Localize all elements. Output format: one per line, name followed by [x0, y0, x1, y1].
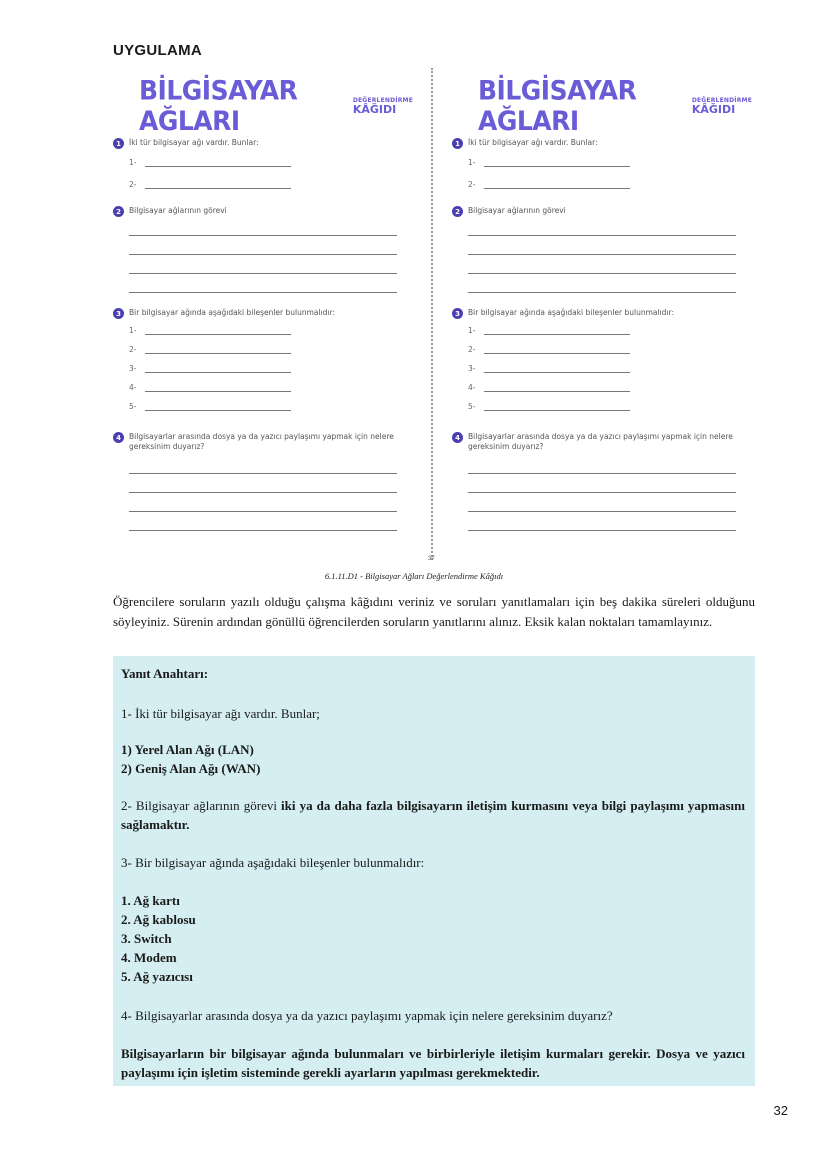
worksheet-tag-top: DEĞERLENDİRME [691, 96, 752, 104]
figure-caption: 6.1.11.D1 - Bilgisayar Ağları Değerlendirme Kâğıdı [324, 571, 504, 581]
answer-line [468, 345, 630, 354]
answer-line-label: 3- [129, 364, 137, 373]
answer-item: 2. Ağ kablosu [121, 912, 196, 927]
answer-line-label: 4- [129, 383, 137, 392]
question-number-badge: 3 [452, 308, 463, 319]
writing-line [129, 511, 397, 512]
answer-question-4-answer: Bilgisayarların bir bilgisayar ağında bulunmaları ve birbirleriyle iletişim kurmaları gerekir. Dosya ve yazıcı paylaşımı için işletim sisteminde gerekli ayarların yapılması gerekmektedir. [121, 1046, 745, 1080]
answer-line-label: 1- [468, 158, 476, 167]
worksheet-left [113, 75, 413, 552]
answer-question-4: 4- Bilgisayarlar arasında dosya ya da yazıcı paylaşımı yapmak için nelere gereksinim duyarız? [121, 1008, 613, 1023]
answer-line-label: 1- [129, 326, 137, 335]
question-4 [113, 432, 403, 452]
worksheet-right [452, 75, 752, 552]
answer-line [129, 402, 291, 411]
question-text: Bilgisayar ağlarının görevi [468, 206, 566, 215]
question-text: Bilgisayarlar arasında dosya ya da yazıcı paylaşımı yapmak için nelere gereksinim duyarız? [129, 432, 394, 451]
question-3 [113, 308, 335, 319]
writing-line [129, 235, 397, 236]
worksheet-tag [692, 98, 752, 115]
question-number-badge: 1 [113, 138, 124, 149]
worksheet-tag [353, 98, 413, 115]
answer-line-label: 4- [468, 383, 476, 392]
worksheet-tag-top: DEĞERLENDİRME [352, 96, 413, 104]
writing-line [129, 292, 397, 293]
question-number-badge: 4 [113, 432, 124, 443]
writing-line [468, 254, 736, 255]
question-text: Bir bilgisayar ağında aşağıdaki bileşenler bulunmalıdır: [129, 308, 336, 317]
question-3 [452, 308, 674, 319]
question-2 [113, 206, 227, 217]
worksheet-title: BİLGİSAYAR AĞLARI [478, 75, 637, 137]
writing-line [468, 511, 736, 512]
writing-line [129, 273, 397, 274]
answer-key-box [113, 656, 755, 1086]
answer-item: 1. Ağ kartı [121, 893, 180, 908]
answer-question-2 [121, 796, 745, 834]
question-text: Bir bilgisayar ağında aşağıdaki bileşenler bulunmalıdır: [468, 308, 675, 317]
answer-line-label: 5- [468, 402, 476, 411]
writing-line [468, 235, 736, 236]
answer-item: 4. Modem [121, 950, 177, 965]
question-1 [452, 138, 598, 149]
answer-line-label: 5- [129, 402, 137, 411]
answer-item: 1) Yerel Alan Ağı (LAN) [121, 742, 254, 757]
page-section-title: UYGULAMA [113, 42, 203, 59]
worksheet-tag-bottom: KÂĞIDI [691, 102, 736, 116]
answer-item: 5. Ağ yazıcısı [121, 969, 193, 984]
question-number-badge: 1 [452, 138, 463, 149]
question-text: İki tür bilgisayar ağı vardır. Bunlar: [468, 138, 598, 147]
question-1 [113, 138, 259, 149]
worksheet-page-number: 37 [428, 556, 435, 562]
question-4 [452, 432, 742, 452]
answer-line [129, 364, 291, 373]
writing-line [468, 492, 736, 493]
question-number-badge: 2 [452, 206, 463, 217]
question-2 [452, 206, 566, 217]
answer-line-label: 1- [468, 326, 476, 335]
question-number-badge: 2 [113, 206, 124, 217]
answer-line-label: 2- [129, 345, 137, 354]
answer-key-title: Yanıt Anahtarı: [121, 666, 209, 681]
answer-line [468, 383, 630, 392]
question-text: Bilgisayarlar arasında dosya ya da yazıcı paylaşımı yapmak için nelere gereksinim duyarız? [468, 432, 733, 451]
answer-line [468, 402, 630, 411]
answer-line-label: 2- [468, 345, 476, 354]
answer-item: 3. Switch [121, 931, 172, 946]
answer-line [129, 383, 291, 392]
answer-line [129, 326, 291, 335]
question-text: Bilgisayar ağlarının görevi [129, 206, 227, 215]
worksheet-tag-bottom: KÂĞIDI [352, 102, 397, 116]
answer-line [129, 158, 291, 167]
writing-line [129, 492, 397, 493]
writing-line [129, 254, 397, 255]
answer-line [129, 345, 291, 354]
worksheet-title-row [139, 75, 413, 137]
writing-line [468, 530, 736, 531]
page-number: 32 [773, 1103, 788, 1118]
worksheet-title-row [478, 75, 752, 137]
answer-line [468, 326, 630, 335]
writing-line [129, 473, 397, 474]
answer-line [468, 364, 630, 373]
answer-question-2-prefix: 2- Bilgisayar ağlarının görevi [121, 798, 282, 813]
writing-line [468, 473, 736, 474]
answer-line-label: 2- [468, 180, 476, 189]
writing-line [468, 273, 736, 274]
sheet-divider [431, 68, 433, 560]
answer-line-label: 1- [129, 158, 137, 167]
answer-question-1: 1- İki tür bilgisayar ağı vardır. Bunlar; [121, 706, 320, 721]
answer-line-label: 3- [468, 364, 476, 373]
worksheet-title: BİLGİSAYAR AĞLARI [139, 75, 298, 137]
answer-line [468, 180, 630, 189]
answer-question-3: 3- Bir bilgisayar ağında aşağıdaki bileşenler bulunmalıdır: [121, 855, 425, 870]
question-number-badge: 4 [452, 432, 463, 443]
answer-line [129, 180, 291, 189]
answer-item: 2) Geniş Alan Ağı (WAN) [121, 761, 261, 776]
answer-question-2-answer: iki ya da daha fazla bilgisayarın iletişim kurmasını veya bilgi paylaşımı yapmasını sağlamaktır. [121, 798, 745, 832]
writing-line [129, 530, 397, 531]
instructions-paragraph: Öğrencilere soruların yazılı olduğu çalışma kâğıdını veriniz ve soruları yanıtlamaları için beş dakika süreleri olduğunu söyleyiniz. Sürenin ardından gönüllü öğrencilerden soruların yanıtlarını alınız. Eksik kalan noktaları tamamlayınız. [113, 594, 755, 629]
question-number-badge: 3 [113, 308, 124, 319]
question-text: İki tür bilgisayar ağı vardır. Bunlar: [129, 138, 259, 147]
answer-line-label: 2- [129, 180, 137, 189]
answer-line [468, 158, 630, 167]
writing-line [468, 292, 736, 293]
